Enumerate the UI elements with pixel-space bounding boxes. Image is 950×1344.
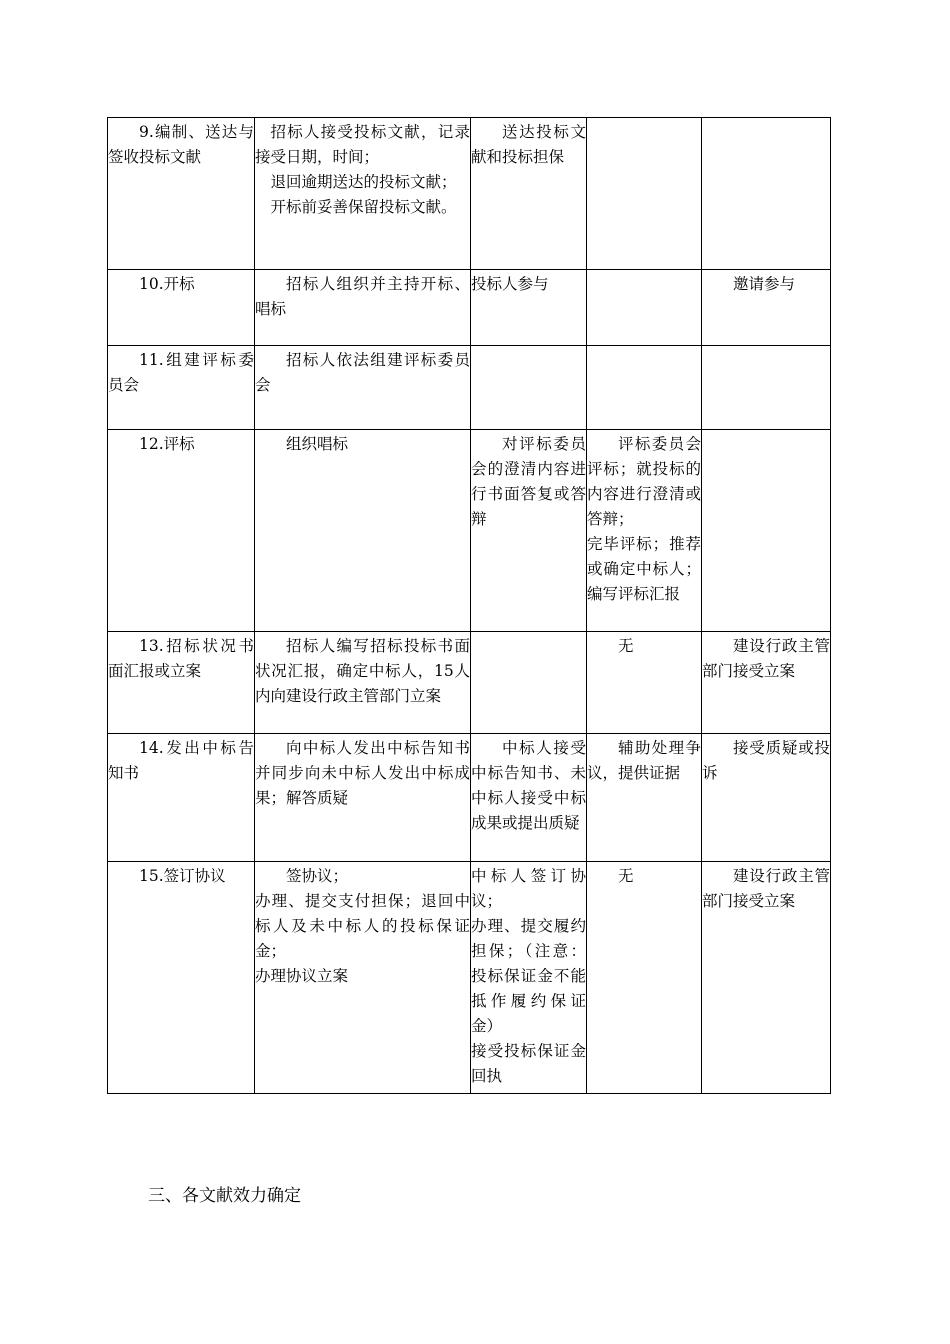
bidder-text: 送达投标文献和投标担保 [471,123,586,166]
authority-text: 接受质疑或投诉 [702,739,830,782]
tenderer-text: 退回逾期送达的投标文献； [270,173,457,191]
tenderer-cell [255,270,471,346]
authority-cell [702,430,831,632]
step-text: 15.签订协议 [139,867,226,885]
authority-text: 建设行政主管部门接受立案 [702,637,830,680]
table-row [108,270,831,346]
committee-cell [587,632,702,734]
step-text: 14.发出中标告知书 [108,739,254,782]
step-cell [108,632,255,734]
tenderer-text: 开标前妥善保留投标文献。 [270,198,457,216]
bidder-text: 中标人接受中标告知书、未中标人接受中标成果或提出质疑 [471,739,586,832]
committee-text: 评标委员会评标；就投标的内容进行澄清或答辩； [587,435,701,528]
tenderer-cell [255,632,471,734]
committee-text: 辅助处理争议，提供证据 [587,739,701,782]
committee-cell [587,346,702,430]
committee-cell [587,118,702,270]
authority-text: 建设行政主管部门接受立案 [702,867,830,910]
step-text: 11.组建评标委员会 [108,351,254,394]
tenderer-text: 组织唱标 [286,435,349,453]
tenderer-text: 签协议； [286,867,349,885]
step-cell [108,118,255,270]
bidder-text: 办理、提交履约担保；（注意：投标保证金不能抵作履约保证金） [471,917,586,1035]
table-row [108,734,831,862]
committee-text: 完毕评标；推荐或确定中标人；编写评标汇报 [587,535,701,603]
authority-cell [702,346,831,430]
bidder-text: 投标人参与 [471,275,549,293]
step-cell [108,346,255,430]
table-row [108,118,831,270]
table-row [108,862,831,1094]
bidder-text: 对评标委员会的澄清内容进行书面答复或答辩 [471,435,586,528]
bidder-cell [471,430,587,632]
bidder-cell [471,632,587,734]
step-cell [108,270,255,346]
table-row [108,632,831,734]
committee-text: 无 [618,867,634,885]
bidder-text: 中标人签订协议； [471,867,586,910]
tenderer-text: 招标人接受投标文献，记录接受日期，时间； [255,123,470,166]
tenderer-text: 办理、提交支付担保；退回中标人及未中标人的投标保证金； [255,892,470,960]
tenderer-text: 招标人依法组建评标委员会 [255,351,470,394]
tenderer-cell [255,118,471,270]
tenderer-text: 向中标人发出中标告知书并同步向未中标人发出中标成果；解答质疑 [255,739,470,807]
bidder-cell [471,346,587,430]
tenderer-cell [255,346,471,430]
tenderer-cell [255,430,471,632]
tender-process-table [107,117,831,1094]
committee-cell [587,862,702,1094]
step-text: 9.编制、送达与签收投标文献 [108,123,254,166]
step-cell [108,430,255,632]
authority-cell [702,118,831,270]
tenderer-text: 招标人编写招标投标书面状况汇报，确定中标人，15人内向建设行政主管部门立案 [255,637,470,705]
bidder-cell [471,118,587,270]
step-text: 10.开标 [139,275,195,293]
table-row [108,430,831,632]
authority-cell [702,862,831,1094]
step-cell [108,862,255,1094]
tenderer-cell [255,734,471,862]
table-row [108,346,831,430]
bidder-cell [471,862,587,1094]
bidder-text: 接受投标保证金回执 [471,1042,586,1085]
committee-cell [587,734,702,862]
step-text: 13.招标状况书面汇报或立案 [108,637,254,680]
committee-text: 无 [618,637,634,655]
authority-cell [702,632,831,734]
authority-cell [702,734,831,862]
section-heading: 三、各文献效力确定 [148,1186,301,1206]
tenderer-cell [255,862,471,1094]
authority-cell [702,270,831,346]
bidder-cell [471,270,587,346]
bidder-cell [471,734,587,862]
step-text: 12.评标 [139,435,195,453]
committee-cell [587,430,702,632]
committee-cell [587,270,702,346]
authority-text: 邀请参与 [733,275,796,293]
tenderer-text: 招标人组织并主持开标、唱标 [255,275,470,318]
step-cell [108,734,255,862]
tenderer-text: 办理协议立案 [255,967,349,985]
